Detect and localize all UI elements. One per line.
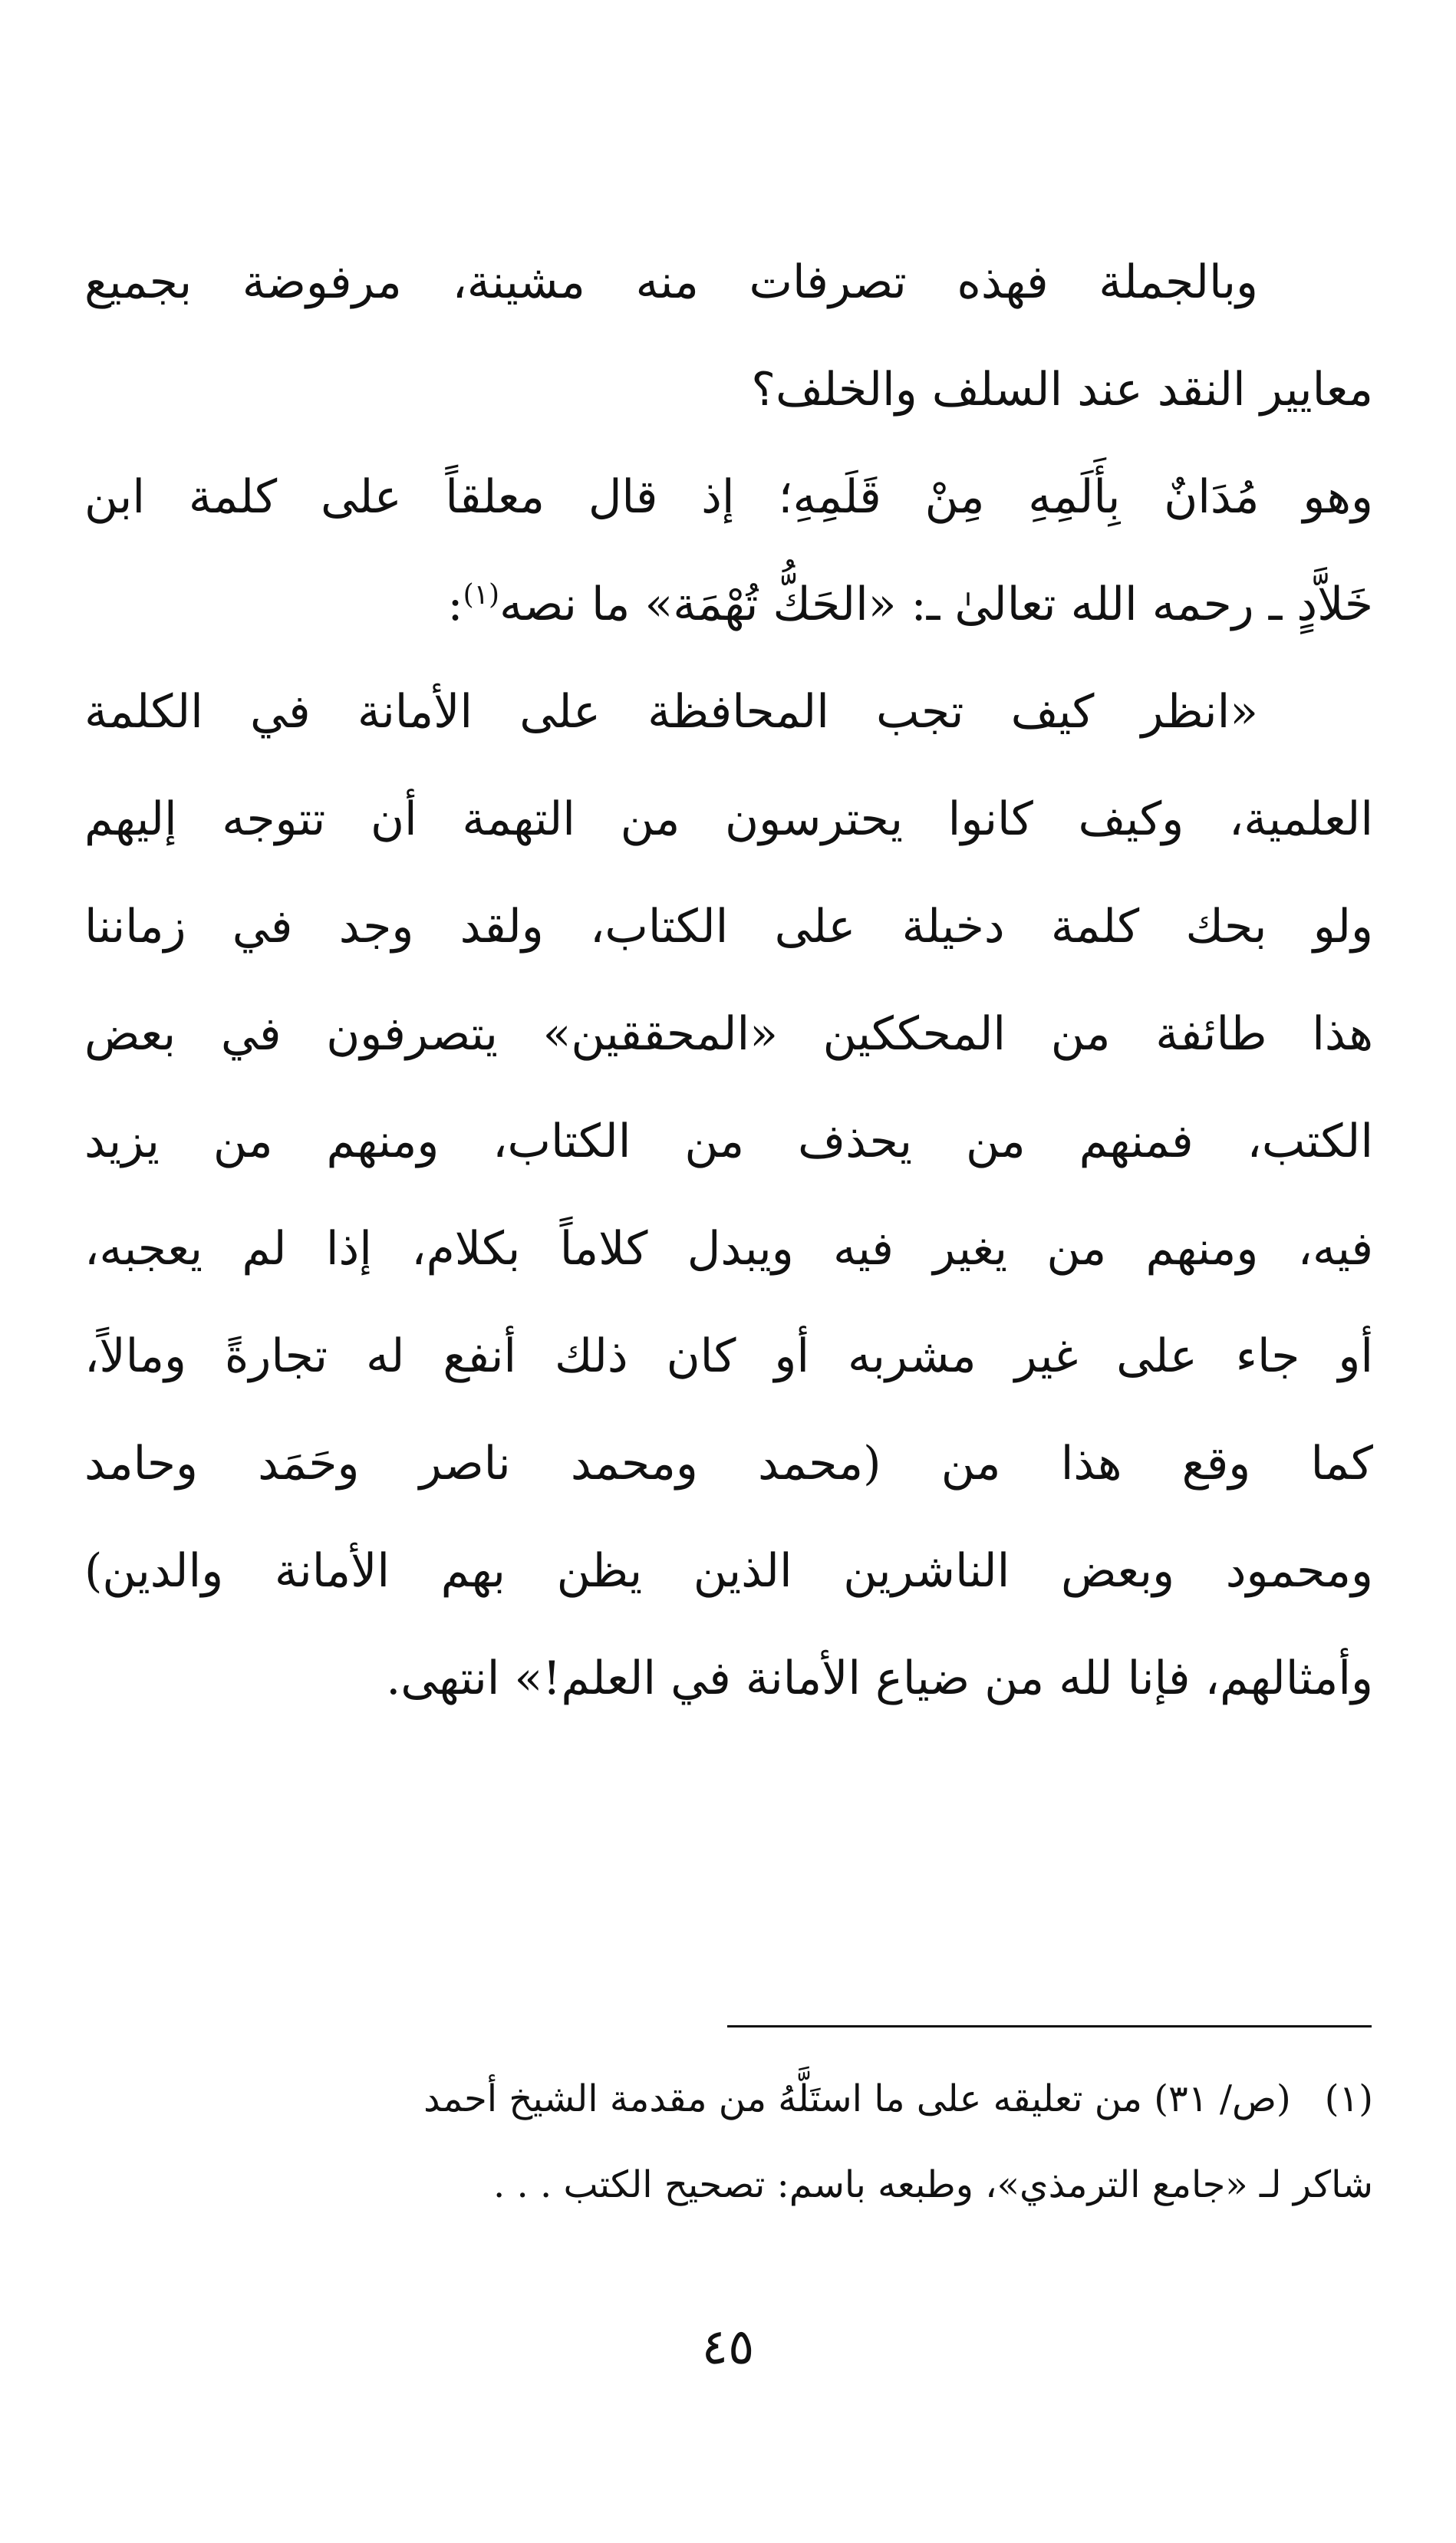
main-text-block (84, 229, 1373, 1732)
text-line-4 (84, 551, 1373, 658)
text-line-11: أو جاء على غير مشربه أو كان ذلك أنفع له تجارةً ومالاً، (84, 1329, 1373, 1383)
text-line-5: «انظر كيف تجب المحافظة على الأمانة في الكلمة (84, 685, 1258, 739)
text-line-6: العلمية، وكيف كانوا يحترسون من التهمة أن تتوجه إليهم (84, 792, 1373, 846)
text-line-2: معايير النقد عند السلف والخلف؟ (751, 363, 1373, 417)
footnote-number: (١) (1324, 2077, 1373, 2120)
text-line-7: ولو بحك كلمة دخيلة على الكتاب، ولقد وجد في زماننا (84, 900, 1373, 954)
page-number: ٤٥ (701, 2319, 755, 2376)
text-line-13: ومحمود وبعض الناشرين الذين يظن بهم الأمانة والدين) (84, 1544, 1373, 1598)
text-line-9: الكتب، فمنهم من يحذف من الكتاب، ومنهم من يزيد (84, 1115, 1373, 1168)
text-line-3: وهو مُدَانٌ بِأَلَمِهِ مِنْ قَلَمِهِ؛ إذ قال معلقاً على كلمة ابن (84, 470, 1373, 524)
text-line-4-colon: : (447, 578, 463, 631)
footnote-reference[interactable]: (١) (463, 579, 500, 611)
footnote-line-2: شاكر لـ «جامع الترمذي»، وطبعه باسم: تصحيح الكتب . . . (492, 2163, 1373, 2206)
text-line-10: فيه، ومنهم من يغير فيه ويبدل كلاماً بكلام، إذا لم يعجبه، (84, 1222, 1373, 1276)
text-line-1: وبالجملة فهذه تصرفات منه مشينة، مرفوضة بجميع (84, 255, 1258, 309)
footnotes-block (84, 2056, 1373, 2228)
text-line-14: وأمثالهم، فإنا لله من ضياع الأمانة في العلم!» انتهى. (386, 1652, 1373, 1705)
text-line-4-body: خَلاَّدٍ ـ رحمه الله تعالىٰ ـ: «الحَكُّ تُهْمَة» ما نصه (499, 578, 1373, 631)
text-line-8: هذا طائفة من المحككين «المحققين» يتصرفون في بعض (84, 1007, 1373, 1061)
footnote-text-1: (ص/ ٣١) من تعليقه على ما استَلَّهُ من مقدمة الشيخ أحمد (423, 2077, 1291, 2120)
text-line-12: كما وقع هذا من (محمد ومحمد ناصر وحَمَد وحامد (84, 1437, 1373, 1491)
footnote-separator (727, 2025, 1372, 2027)
footnote-line-1 (84, 2056, 1373, 2142)
